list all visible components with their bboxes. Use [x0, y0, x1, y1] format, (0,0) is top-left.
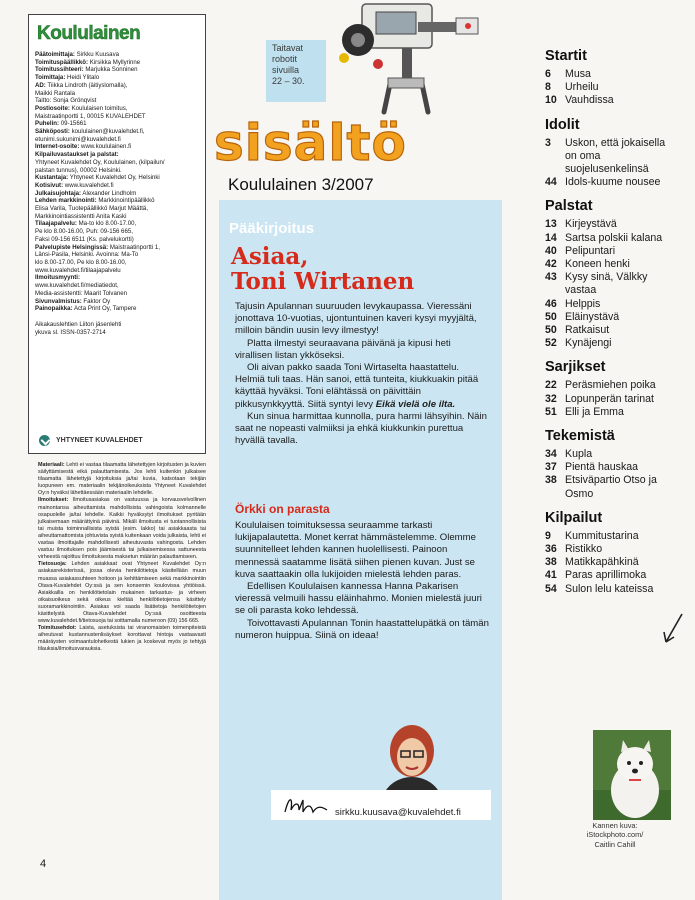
toc-item-label: Kirjeystävä [565, 218, 617, 231]
toc-section-heading: Palstat [545, 198, 593, 215]
toc-item [545, 474, 675, 500]
toc-section [545, 359, 675, 419]
publisher-logo [39, 435, 143, 446]
toc-item [545, 406, 675, 419]
toc-item [545, 543, 675, 556]
imprint-line [35, 305, 199, 313]
imprint-line [35, 244, 199, 275]
toc-page-number: 52 [545, 337, 557, 350]
imprint-line [35, 74, 199, 82]
caption-line: 22 – 30. [272, 76, 305, 86]
imprint-lines [35, 51, 199, 313]
imprint-line [35, 128, 199, 143]
imprint-value: Faktor Oy [81, 297, 111, 305]
toc-item-label: Lopunperän tarinat [565, 392, 654, 405]
imprint-value: Yhtyneet Kuvalehdet Oy, Helsinki [68, 174, 160, 182]
toc-item-label: Matikkapähkinä [565, 556, 639, 569]
toc-item [545, 530, 675, 543]
imprint-label: Toimitussihteeri: [35, 66, 84, 74]
toc-page-number: 32 [545, 392, 557, 405]
terms-text: Laista, asetuksista tai viranomaisten toimenpiteistä aiheutuvat kustannustenlisäykset korottavat hintoja vastaavasti määräysten voimaantulohetkestä lukien ja koskevat myös jo tehtyjä tilauksia/ilmoitusvarauksia. [38, 625, 206, 653]
terms-paragraph [38, 625, 206, 653]
toc-item-label: Uskon, että jokaisella on oma suojelusenkelinsä [565, 136, 666, 176]
toc-page-number: 51 [545, 405, 557, 418]
toc-item-label: Kynäjengi [565, 337, 612, 350]
editorial-paragraph: Toivottavasti Apulannan Tonin haastattelupätkä on tämän numeron huippua. Siinä on ideaa! [235, 617, 489, 641]
editor-email: sirkku.kuusava@kuvalehdet.fi [335, 807, 461, 818]
toc-item [545, 258, 675, 271]
imprint-line [35, 82, 199, 97]
toc-item [545, 176, 675, 189]
toc-item [545, 379, 675, 392]
toc-page-number: 34 [545, 448, 557, 461]
toc-item [545, 337, 675, 350]
page-number: 4 [40, 858, 47, 870]
toc-page-number: 22 [545, 379, 557, 392]
editorial-panel [219, 200, 502, 900]
toc-item [545, 324, 675, 337]
imprint-line [35, 274, 199, 297]
toc-item [545, 448, 675, 461]
toc-item-label: Kysy sinä, Välkky vastaa [565, 271, 648, 297]
toc-item [545, 81, 675, 94]
imprint-value: Marjukka Sonninen [83, 66, 138, 74]
toc-section [545, 510, 675, 596]
toc-section [545, 198, 675, 350]
imprint-value: Markkinointipäällikkö Elisa Varila, Tuotepäällikkö Marjut Määttä, Markkinointiassistentti Anita Kaski [35, 197, 155, 220]
imprint-label: Lehden markkinointi: [35, 197, 97, 205]
toc-page-number: 13 [545, 218, 557, 231]
imprint-label: Tilaajapalvelu: [35, 220, 77, 228]
editorial-body-2 [235, 520, 490, 642]
toc-item [545, 232, 675, 245]
toc-item-label: Koneen henki [565, 258, 630, 271]
robot-caption [266, 40, 326, 102]
imprint-line [35, 97, 199, 105]
imprint-line [35, 51, 199, 59]
imprint-value: Sirkku Kuusava [74, 51, 119, 58]
toc-item [545, 218, 675, 231]
imprint-line [35, 66, 199, 74]
imprint-value: Acta Print Oy, Tampere [72, 305, 137, 313]
toc-page-number: 6 [545, 68, 551, 80]
imprint-label: Painopaikka: [35, 305, 73, 313]
toc-page-number: 14 [545, 231, 557, 244]
imprint-label: Postiosoite: [35, 104, 70, 112]
toc-item [545, 393, 675, 406]
imprint-label: Toimittaja: [35, 74, 66, 82]
toc-item-label: Sulon lelu kateissa [565, 582, 654, 595]
editorial-paragraph: Koululaisen toimituksessa seuraamme tarkasti lukijapalautetta. Monet kerrat hämmästelemme. Olemme suunnitelleet lehden kannen huolellisesti. Painoon mennessä saatamme lisätä siihen pienen kuvan. Just se kuva saattaakin olla lukijoiden mielestä lehden paras. [235, 520, 477, 580]
toc-item [545, 94, 675, 107]
imprint-label: Julkaisujohtaja: [35, 189, 82, 197]
caption-line: Taitavat [272, 43, 304, 53]
editorial-title-line: Asiaa, [231, 243, 309, 270]
issue-label: Koululainen 3/2007 [228, 175, 374, 194]
toc-item [545, 569, 675, 582]
editorial-title-line: Toni Wirtanen [231, 268, 415, 295]
editorial-paragraph: Tajusin Apulannan suuruuden levykaupassa. Vieressäni jonottava 10-vuotias, ujontuntuinen kaveri kysyi myyjältä, milloin bändin uusin levy ilmestyy! [235, 301, 477, 337]
toc-page-number: 3 [545, 136, 551, 149]
editorial-heading: Pääkirjoitus [229, 220, 315, 237]
terms-text: Ilmoitusasiakas on vastuussa ja korvausvelvollinen mainontansa aiheuttamista mahdollisista vahingoista kolmannelle osapuolelle ja/tai lehdelle. Kaikki hyväksytyt ilmoitukset pyritään julkaisemaan määrättyinä päivinä. Mikäli ilmoitusta ei tuotannollisista tai muista toiminnallisista syistä (esim. lakko) tai asiakkaasta tai aiheuttamattomista johtuvista syistä kuitenkaan voida julkaista, lehti ei vastaa ilmoittajalle mahdollisesti aiheutuvasta vahingosta. Lehden vastuu ilmoituksen pois jäämisestä tai julkaisemisessa sattuneesta virheestä rajoittuu ilmoituksesta maksetun määrän palauttamiseen. [38, 497, 206, 561]
publisher-name: YHTYNEET KUVALEHDET [56, 437, 143, 444]
imprint-label: Internet-osoite: [35, 143, 80, 151]
imprint-label: Puhelin: [35, 120, 60, 128]
toc-item-label: Eläinystävä [565, 310, 620, 323]
imprint-line [35, 190, 199, 198]
toc-item-label: Helppis [565, 297, 601, 310]
imprint-value: 09-15661 [59, 120, 87, 128]
toc-page-number: 8 [545, 81, 551, 94]
toc-page-number: 9 [545, 529, 551, 542]
toc-section-heading: Idolit [545, 116, 580, 133]
toc-item-label: Ristikko [565, 543, 603, 556]
imprint-box [28, 14, 206, 454]
toc-page-number: 36 [545, 543, 557, 556]
editorial-paragraph-text: Oli aivan pakko saada Toni Wirtaselta haastattelu. Helmiä tuli taas. Hän sanoi, että tunteita, kiukkuakin pitää käyttää hyväksi. Toni elähtässä on päivittäin pikkusynkkyyttä. Siitä syntyi levy [235, 362, 479, 410]
imprint-value: Maistraatinportti 1, Länsi-Pasila, Helsinki. Avoinna: Ma-To klo 8.00-17.00, Pe klo 8.00-16.00, www.kuvalehdet.fi/tilaajapalvelu [35, 243, 160, 274]
toc-item-label: Musa [565, 68, 591, 80]
toc-page-number: 50 [545, 324, 557, 337]
imprint-value: Koululaisen toimitus, Maistraatinportti 1, 00015 KUVALEHDET [35, 104, 146, 120]
toc-page-number: 42 [545, 258, 557, 271]
terms-paragraph [38, 561, 206, 625]
imprint-value: Yhtyneet Kuvalehdet Oy, Koululainen, (kilpailun/ palstan tunnus), 00002 Helsinki. [35, 158, 165, 174]
toc-page-number: 40 [545, 244, 557, 257]
imprint-line [35, 220, 199, 243]
terms-label: Toimitusehdot: [38, 625, 77, 632]
imprint-value: Ma-to klo 8.00-17.00, Pe klo 8.00-16.00, Puh: 09-156 665, Faksi 09-156 6511 (Ks. palvelukortti) [35, 220, 137, 243]
toc-item-label: Paras aprillimoka [565, 569, 647, 582]
imprint-label: AD: [35, 81, 46, 89]
terms-label: Ilmoitukset: [38, 497, 69, 504]
imprint-value: www.kuvalehdet.fi/mediatiedot, Media-assistentti: Maarit Tolvanen [35, 282, 128, 297]
toc-page-number: 44 [545, 176, 557, 189]
imprint-value: Kirsikka Myllyrinne [88, 58, 141, 66]
toc-item-label: Elli ja Emma [565, 405, 624, 418]
imprint-value: Heidi Ylitalo [65, 74, 100, 82]
imprint-line [35, 59, 199, 67]
editorial-subheading: Örkki on parasta [235, 502, 330, 516]
imprint-line [35, 151, 199, 174]
publisher-mark-icon [39, 435, 50, 446]
editorial-paragraph [235, 362, 490, 411]
terms-label: Tietosuoja: [38, 561, 67, 568]
toc-section-heading: Kilpailut [545, 509, 603, 526]
toc-item-label: Idols-kuume nousee [565, 176, 661, 189]
toc-item [545, 245, 675, 258]
imprint-value: Alexander Lindholm [81, 189, 137, 197]
imprint-label: Ilmoitusmyynti: [35, 274, 81, 282]
toc-item [545, 311, 675, 324]
toc-section-heading: Sarjikset [545, 359, 606, 376]
toc-item [545, 461, 675, 474]
imprint-line [35, 197, 199, 220]
imprint-label: Toimituspäällikkö: [35, 58, 89, 66]
cover-dog-image [593, 730, 671, 820]
terms-text: Lehti ei vastaa tilaamatta lähetettyjen kirjoitusten ja kuvien säilyttämisestä eikä palauttamisesta. Jos lehti kuitenkin julkaisee tilaamatta lähetettyjä kirjoituksia ja/tai kuvia, katsotaan tekijän luopuneen em. materiaalin tekijänoikeuksista Yhtyneet Kuvalehdet Oy:n hyväksi lähettäessään materiaalin lehdelle. [38, 462, 206, 497]
imprint-label: Sivunvalmistus: [35, 297, 82, 305]
table-of-contents [545, 48, 675, 605]
imprint-label: Palvelupiste Helsingissä: [35, 243, 109, 251]
toc-item-label: Sartsa polskii kalana [565, 231, 663, 244]
imprint-label: Kustantaja: [35, 174, 69, 182]
page-title: sisältö [214, 114, 407, 172]
toc-page-number: 38 [545, 474, 557, 487]
editorial-paragraph: Platta ilmestyi seuraavana päivänä ja kipusi heti virallisen listan ykköseksi. [235, 337, 451, 361]
imprint-line [35, 298, 199, 306]
terms-paragraph [38, 497, 206, 561]
editorial-paragraph: Edellisen Koululaisen kannessa Hanna Pakarisen vieressä velmuili hassu eläinhahmo. Monien mielestä juuri se oli parasta koko lehdessä. [235, 581, 482, 617]
signature-box [271, 790, 491, 820]
toc-page-number: 54 [545, 582, 557, 595]
imprint-label: Sähköposti: [35, 128, 70, 136]
toc-item [545, 298, 675, 311]
toc-page-number: 37 [545, 461, 557, 474]
toc-item [545, 556, 675, 569]
imprint-line [35, 182, 199, 190]
toc-section [545, 428, 675, 501]
toc-item-label: Vauhdissa [565, 94, 614, 107]
imprint-line [35, 143, 199, 151]
album-name: Eikä vielä ole ilta. [375, 398, 456, 410]
toc-item-label: Urheilu [565, 81, 599, 94]
koululainen-logo: Koululainen [37, 23, 141, 44]
toc-section-heading: Startit [545, 48, 587, 64]
imprint-value: www.kuvalehdet.fi [63, 181, 114, 189]
toc-item-label: Peräsmiehen poika [565, 379, 656, 392]
terms-paragraph [38, 462, 206, 497]
editorial-title [231, 244, 414, 294]
toc-item-label: Kupla [565, 448, 593, 461]
imprint-line [35, 120, 199, 128]
imprint-value: Tiikka Lindroth (äitiyslomalla), Maikki Rantala [35, 81, 128, 97]
toc-item-label: Pientä hauskaa [565, 461, 639, 474]
caption-line: robotit [272, 54, 298, 64]
arrow-mark-icon [660, 612, 686, 648]
imprint-label: Päätoimittaja: [35, 51, 75, 58]
toc-section-heading: Tekemistä [545, 428, 615, 445]
imprint-value: Taitto: Sonja Grönqvist [35, 97, 97, 105]
toc-item-label: Pelipuntari [565, 244, 616, 257]
toc-item [545, 137, 675, 177]
toc-page-number: 10 [545, 94, 557, 107]
toc-item [545, 583, 675, 596]
terms-text: Lehden asiakkaat ovat Yhtyneet Kuvalehdet Oy:n asiakasrekisterissä, jossa olevia henkilötietoja käsitellään muun muassa asiakassuhteen hoitoon ja kehittämiseen sekä markkinointiin Otava-Kuvalehdet Oy:ssä ja sen konsernin koulovissa yhtiöissä. Asiakkailla on henkilötietolain mukainen tarkastus- ja virheen oikaisuoikeus sekä oikeus kieltää henkilötietojensa käsittely suoramarkkinointiin. Asiakas voi saada lisätietoja henkilötietojen käsittelystä Otava-Kuvalehdet Oy:ssä osoitteesta www.kuvalehdet.fi/tietosuoja tai soittamalla numeroon (09) 156 665. [38, 561, 206, 625]
toc-item [545, 68, 675, 81]
imprint-line [35, 174, 199, 182]
editorial-body [235, 301, 490, 447]
toc-item-label: Etsiväpartio Otso ja Osmo [565, 474, 657, 500]
toc-page-number: 41 [545, 569, 557, 582]
cover-photo-credit: Kannen kuva: iStockphoto.com/ Caitlin Cahill [586, 821, 644, 849]
caption-line: sivuilla [272, 65, 300, 75]
terms-label: Materiaali: [38, 462, 65, 468]
signature-image [281, 792, 331, 818]
toc-page-number: 46 [545, 297, 557, 310]
toc-page-number: 38 [545, 556, 557, 569]
terms-text [38, 462, 206, 654]
imprint-value: www.koululainen.fi [79, 143, 132, 151]
imprint-value: koululainen@kuvalehdet.fi, etunimi.sukunimi@kuvalehdet.fi [35, 128, 145, 143]
imprint-line [35, 105, 199, 120]
editorial-paragraph: Kun sinua harmittaa kunnolla, pura harmi lähsyihin. Näin saat ne nopeasti valmiiksi ja ehkä kiukkunkin purettua hyvällä tavalla. [235, 410, 487, 447]
toc-section [545, 117, 675, 190]
toc-item-label: Kummitustarina [565, 529, 639, 542]
union-note: Aikakauslehtien Liiton jäsenlehti ykuva sl. ISSN-0357-2714 [35, 320, 122, 336]
imprint-label: Kotisivut: [35, 181, 64, 189]
toc-page-number: 50 [545, 310, 557, 323]
toc-item [545, 271, 675, 297]
robot-image [318, 0, 493, 118]
toc-section [545, 48, 675, 108]
toc-item-label: Ratkaisut [565, 324, 610, 337]
toc-page-number: 43 [545, 271, 557, 284]
imprint-label: Kilpailuvastaukset ja palstat: [35, 151, 119, 159]
